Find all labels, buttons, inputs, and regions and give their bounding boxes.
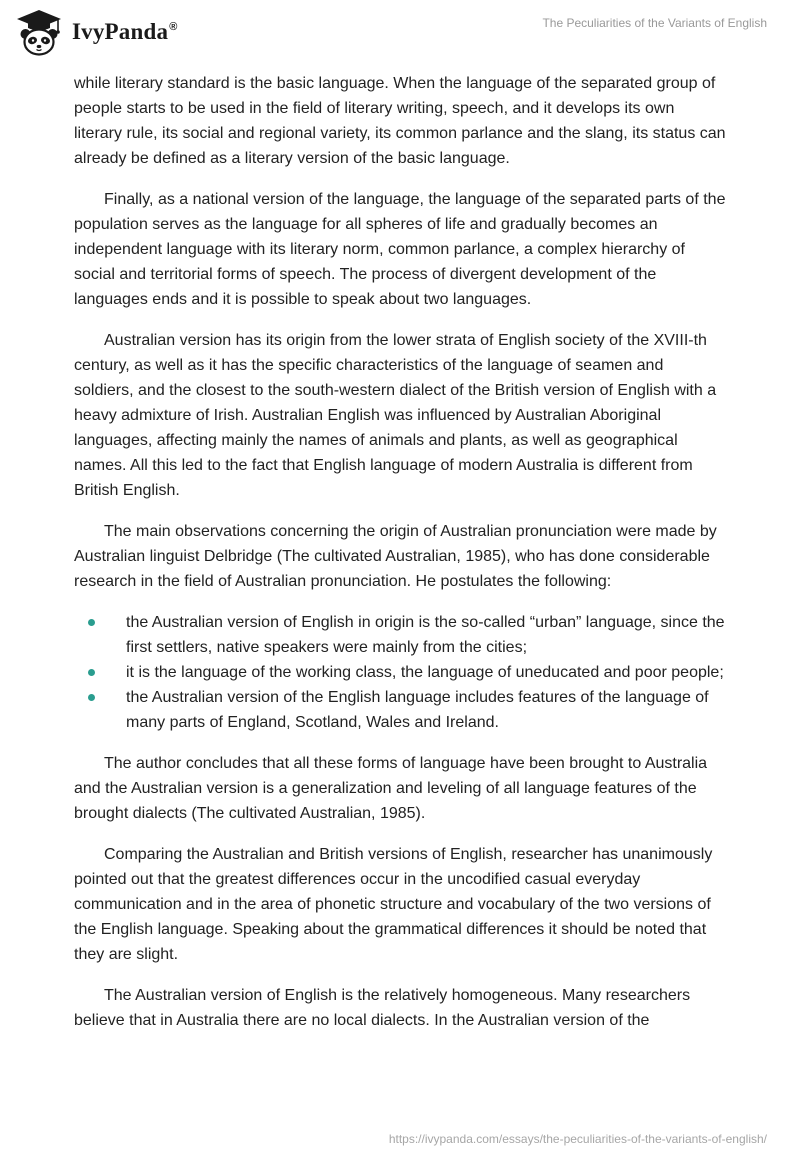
paragraph-3: Australian version has its origin from the lower strata of English society of the XVIII-th century, as well as it has the specific characteristics of the language of seamen and soldiers, and the closest to the south-western dialect of the British version of English with a heavy admixture of Irish. Australian English was influenced by Australian Aboriginal languages, affecting mainly the names of animals and plants, as well as geographical names. All this led to the fact that English language of modern Australia is different from British English.: [74, 332, 717, 499]
delbridge-postulates-list: [74, 610, 726, 735]
page-header: [0, 0, 800, 64]
paragraph-5: The author concludes that all these forms of language have been brought to Australia and the Australian version is a generalization and leveling of all language features of the brought dialects (The cultivated Australian, 1985).: [74, 755, 708, 822]
paragraph-7: The Australian version of English is the relatively homogeneous. Many researchers believe that in Australia there are no local dialects. In the Australian version of the: [74, 987, 691, 1029]
list-item: [74, 660, 726, 685]
bullet-dot-icon: [88, 669, 95, 676]
logo-wordmark: [72, 19, 178, 45]
bullet-dot-icon: [88, 694, 95, 701]
document-title: The Peculiarities of the Variants of English: [542, 16, 767, 30]
ivypanda-logo[interactable]: [14, 7, 178, 57]
list-item-text: it is the language of the working class, the language of uneducated and poor people;: [126, 664, 724, 681]
paragraph-6: Comparing the Australian and British versions of English, researcher has unanimously pointed out that the greatest differences occur in the uncodified casual everyday communication and in the area of phonetic structure and vocabulary of the two versions of the English language. Speaking about the grammatical differences it should be noted that they are slight.: [74, 846, 713, 963]
bullet-dot-icon: [88, 619, 95, 626]
list-item: [74, 685, 726, 735]
list-item-text: the Australian version of the English language includes features of the language of many parts of England, Scotland, Wales and Ireland.: [126, 689, 709, 731]
logo-text: IvyPanda: [72, 19, 169, 44]
paragraph-4: The main observations concerning the origin of Australian pronunciation were made by Australian linguist Delbridge (The cultivated Australian, 1985), who has done considerable research in the field of Australian pronunciation. He postulates the following:: [74, 523, 717, 590]
panda-graduate-icon: [14, 7, 64, 57]
list-item-text: the Australian version of English in origin is the so-called “urban” language, since the first settlers, native speakers were mainly from the cities;: [126, 614, 725, 656]
essay-content: [74, 71, 726, 1049]
paragraph-1: while literary standard is the basic language. When the language of the separated group of people starts to be used in the field of literary writing, speech, and it develops its own literary rule, its social and regional variety, its common parlance and the slang, its status can already be defined as a literary version of the basic language.: [74, 75, 726, 167]
paragraph-2: Finally, as a national version of the language, the language of the separated parts of the population serves as the language for all spheres of life and gradually becomes an independent language with its literary norm, common parlance, a complex hierarchy of social and territorial forms of speech. The process of divergent development of the languages ends and it is possible to speak about two languages.: [74, 191, 726, 308]
registered-mark: ®: [169, 21, 178, 34]
source-url-link[interactable]: https://ivypanda.com/essays/the-peculiarities-of-the-variants-of-english/: [388, 1132, 767, 1146]
list-item: [74, 610, 726, 660]
